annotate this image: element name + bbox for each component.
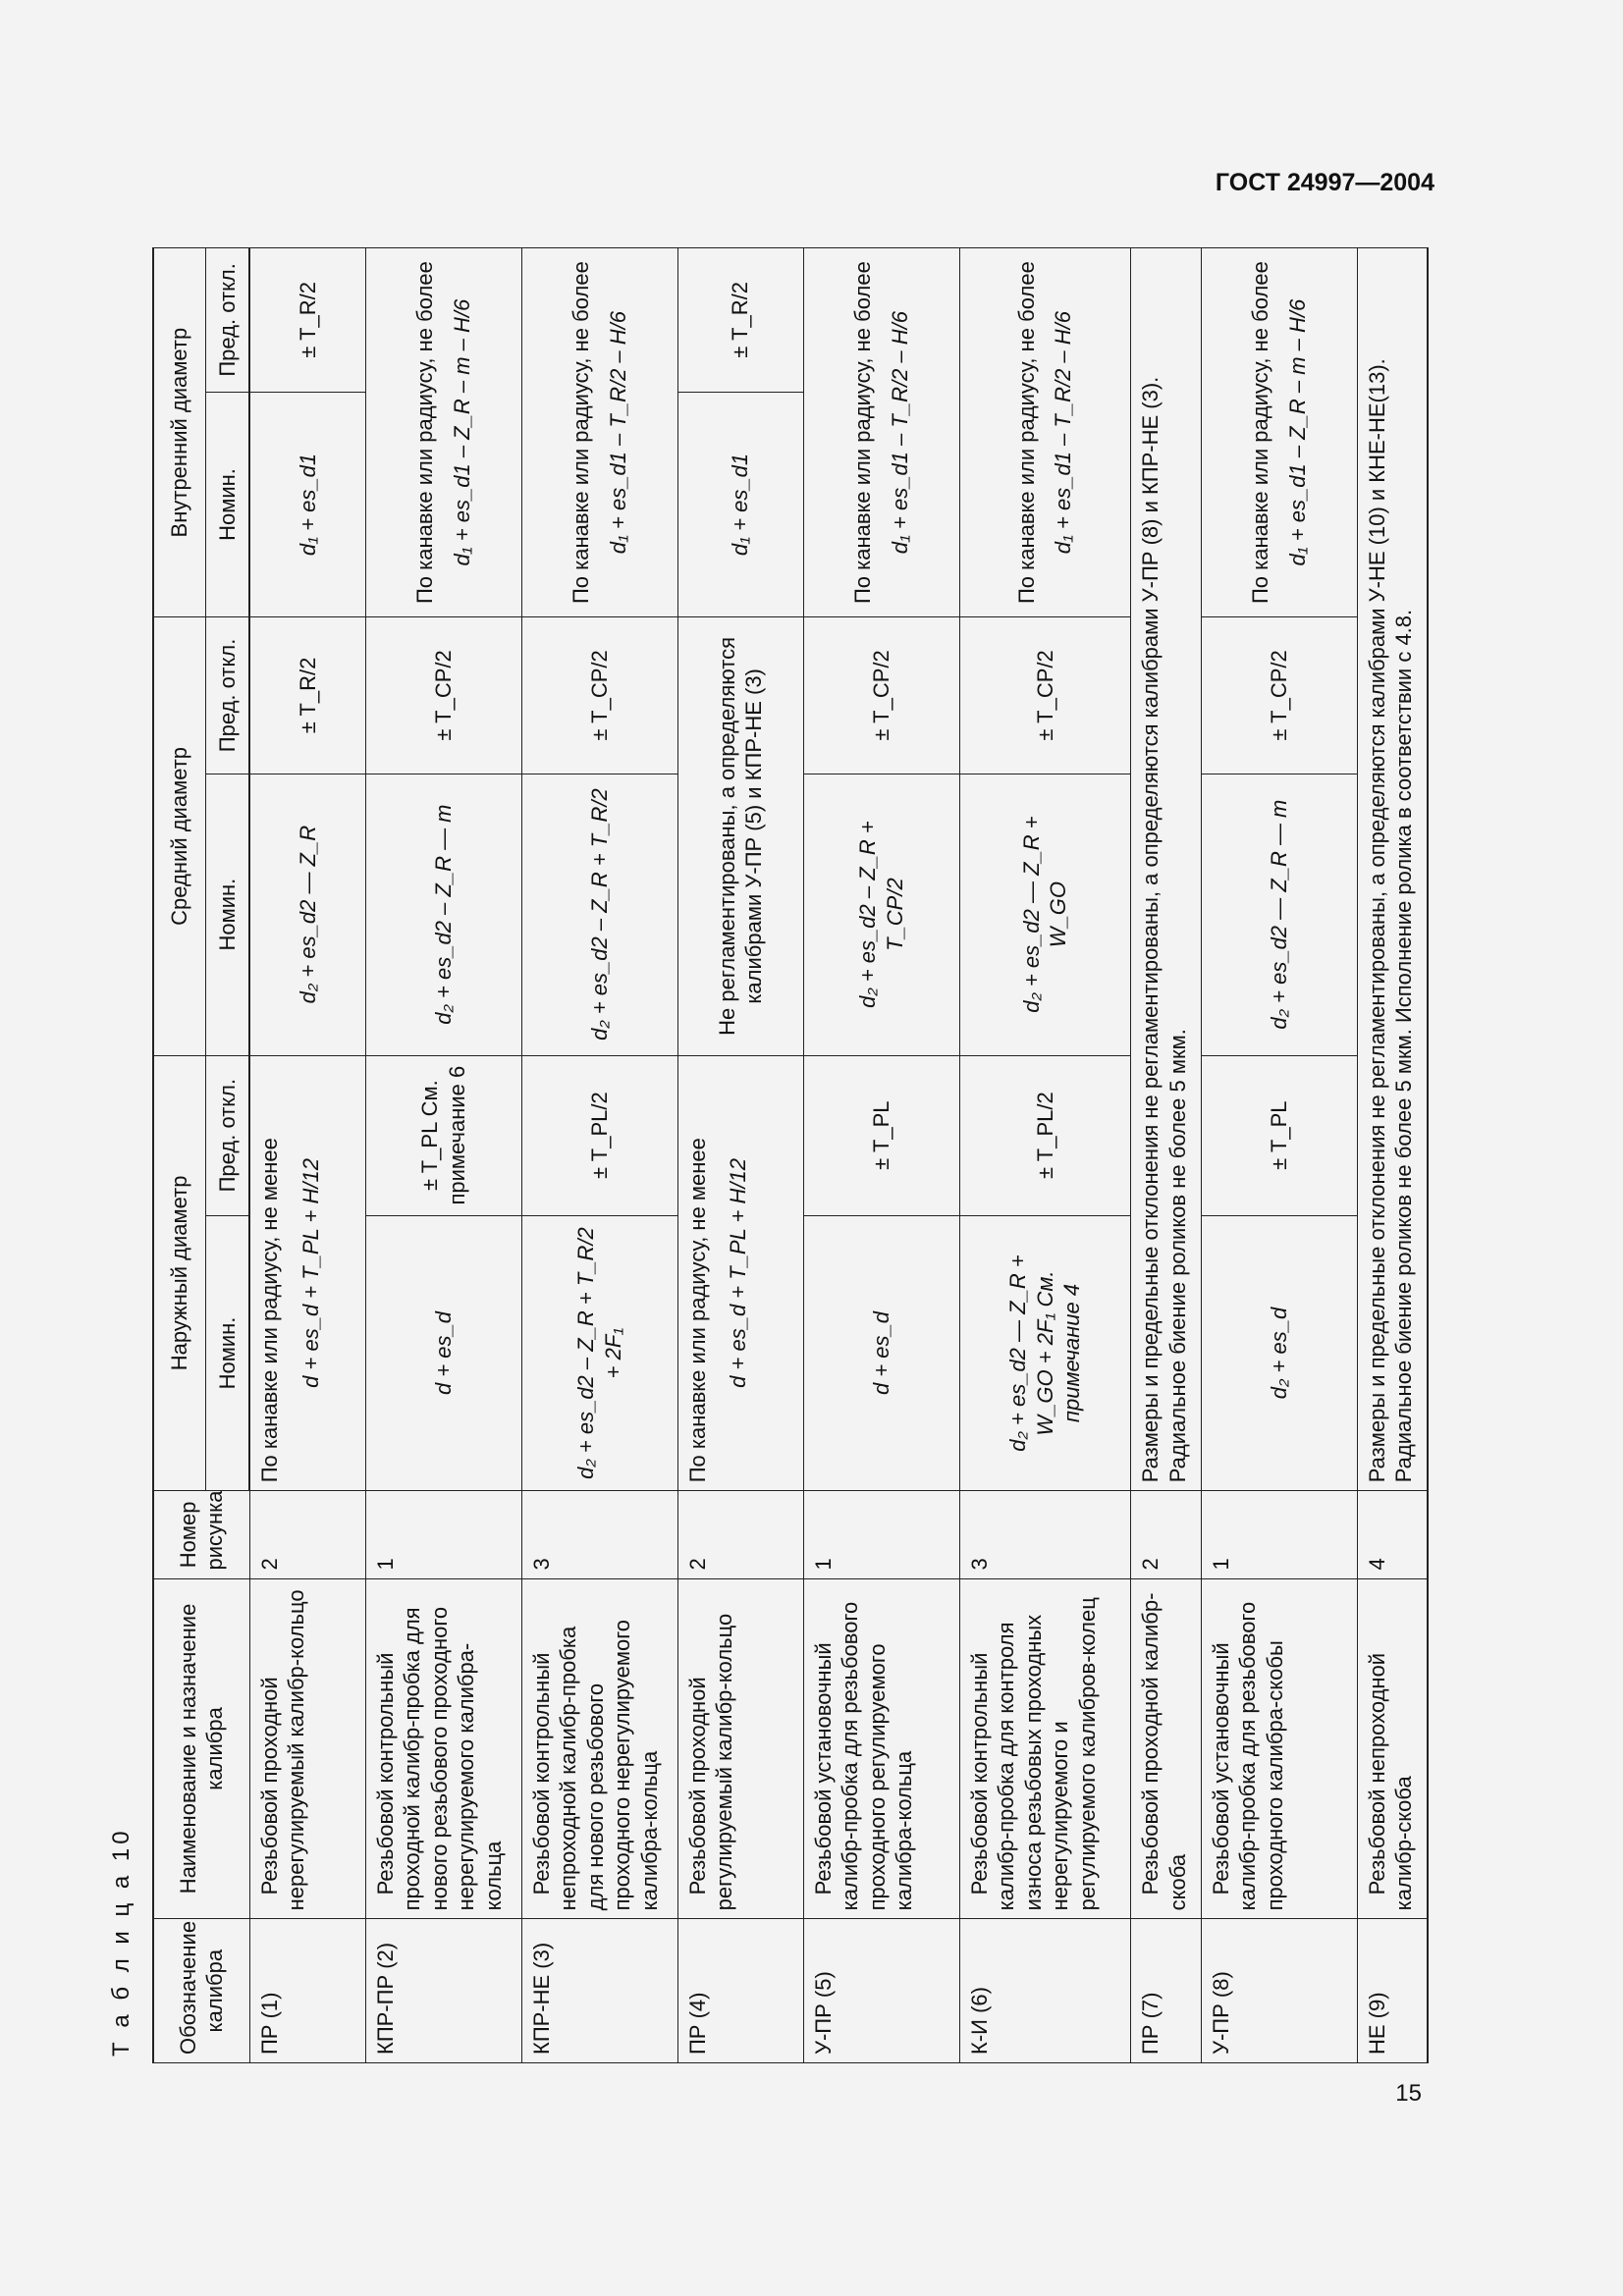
outer-nom: d₂ + es_d2 — Z_R + W_GO + 2F₁ См. примечание 4 [959,1215,1130,1491]
col-mid: Средний диаметр [153,617,205,1055]
mid-nom: d₂ + es_d2 – Z_R — m [365,774,521,1055]
inner-diameter: По канавке или радиусу, не более d₁ + es_d1 – T_R/2 – H/6 [521,248,677,617]
col-name: Наименование и назначение калибра [153,1578,249,1919]
gauge-code: КПР-НЕ (3) [521,1919,677,2063]
outer-dev: ± T_PL [803,1055,959,1215]
gauge-name: Резьбовой проходной регулируемый калибр-кольцо [677,1578,803,1919]
col-mid-nom: Номин. [205,774,249,1055]
outer-nom: d₂ + es_d2 – Z_R + T_R/2 + 2F₁ [521,1215,677,1491]
figure-number: 3 [521,1491,677,1578]
table-row [959,248,1130,2063]
table-row [1131,248,1202,2063]
col-mid-dev: Пред. откл. [205,617,249,774]
figure-number: 2 [249,1491,365,1578]
outer-dev: ± T_PL/2 [959,1055,1130,1215]
gauge-code: ПР (1) [249,1919,365,2063]
mid-dev: ± T_R/2 [249,617,365,774]
gauge-name: Резьбовой контрольный непроходной калибр-пробка для нового резьбового проходного нерегулируемого калибра-кольца [521,1578,677,1919]
rotated-table-container [152,247,1429,2063]
col-inner: Внутренний диаметр [153,248,205,617]
gauge-code: К-И (6) [959,1919,1130,2063]
table-row [521,248,677,2063]
table-row [249,248,365,2063]
gauge-code: У-ПР (5) [803,1919,959,2063]
gauge-code: У-ПР (8) [1201,1919,1357,2063]
mid-dev: ± T_CP/2 [521,617,677,774]
figure-number: 2 [677,1491,803,1578]
table-row [677,248,803,2063]
gauge-code: ПР (7) [1131,1919,1202,2063]
mid-nom: d₂ + es_d2 — Z_R [249,774,365,1055]
table-row [365,248,521,2063]
inner-nom: d₁ + es_d1 [677,392,803,617]
table-row [1357,248,1428,2063]
mid-nom: d₂ + es_d2 – Z_R + T_R/2 [521,774,677,1055]
inner-dev: ± T_R/2 [249,248,365,393]
table-row [1201,248,1357,2063]
col-outer: Наружный диаметр [153,1055,205,1491]
outer-dev: ± T_PL [1201,1055,1357,1215]
figure-number: 1 [803,1491,959,1578]
inner-diameter: По канавке или радиусу, не более d₁ + es_d1 – T_R/2 – H/6 [803,248,959,617]
inner-diameter: По канавке или радиусу, не более d₁ + es_d1 – T_R/2 – H/6 [959,248,1130,617]
gauge-code: НЕ (9) [1357,1919,1428,2063]
table-caption: Т а б л и ц а 10 [108,1827,135,2056]
inner-diameter: По канавке или радиусу, не более d₁ + es_d1 – Z_R – m – H/6 [365,248,521,617]
gauge-name: Резьбовой контрольный проходной калибр-пробка для нового резьбового проходного нерегулируемого калибра-кольца [365,1578,521,1919]
gauge-code: КПР-ПР (2) [365,1919,521,2063]
outer-nom: d + es_d [803,1215,959,1491]
table-row [803,248,959,2063]
mid-nom: d₂ + es_d2 — Z_R + W_GO [959,774,1130,1055]
col-inner-dev: Пред. откл. [205,248,249,393]
outer-dev: ± T_PL/2 [521,1055,677,1215]
gauge-name: Резьбовой непроходной калибр-скоба [1357,1578,1428,1919]
figure-number: 1 [365,1491,521,1578]
note-row: Размеры и предельные отклонения не регламентированы, а определяются калибрами У-ПР (8) и КПР-НЕ (3). Радиальное биение роликов не более 5 мкм. [1131,248,1202,1491]
mid-dev: ± T_CP/2 [803,617,959,774]
mid-dev: ± T_CP/2 [959,617,1130,774]
gauge-name: Резьбовой проходной калибр-скоба [1131,1578,1202,1919]
gauge-name: Резьбовой установочный калибр-пробка для резьбового проходного калибра-скобы [1201,1578,1357,1919]
inner-diameter: По канавке или радиусу, не более d₁ + es_d1 – Z_R – m – H/6 [1201,248,1357,617]
outer-nom: d₂ + es_d [1201,1215,1357,1491]
gauge-table [152,247,1429,2063]
inner-nom: d₁ + es_d1 [249,392,365,617]
col-inner-nom: Номин. [205,392,249,617]
document-code: ГОСТ 24997—2004 [1215,169,1434,196]
col-figure: Номер рисунка [153,1491,249,1578]
gauge-name: Резьбовой установочный калибр-пробка для резьбового проходного регулируемого калибра-кольца [803,1578,959,1919]
page-number: 15 [1395,2080,1422,2107]
mid-dev: ± T_CP/2 [365,617,521,774]
gauge-name: Резьбовой контрольный калибр-пробка для контроля износа резьбовых проходных нерегулируемого и регулируемого калибров-колец [959,1578,1130,1919]
outer-diameter: По канавке или радиусу, не менее d + es_d + T_PL + H/12 [677,1055,803,1491]
figure-number: 3 [959,1491,1130,1578]
inner-dev: ± T_R/2 [677,248,803,393]
mid-diameter-note: Не регламентированы, а определяются калибрами У-ПР (5) и КПР-НЕ (3) [677,617,803,1055]
col-designation: Обозначение калибра [153,1919,249,2063]
figure-number: 2 [1131,1491,1202,1578]
mid-nom: d₂ + es_d2 — Z_R — m [1201,774,1357,1055]
gauge-name: Резьбовой проходной нерегулируемый калибр-кольцо [249,1578,365,1919]
col-outer-nom: Номин. [205,1215,249,1491]
outer-nom: d + es_d [365,1215,521,1491]
col-outer-dev: Пред. откл. [205,1055,249,1215]
figure-number: 1 [1201,1491,1357,1578]
outer-dev: ± T_PL См. примечание 6 [365,1055,521,1215]
figure-number: 4 [1357,1491,1428,1578]
mid-dev: ± T_CP/2 [1201,617,1357,774]
outer-diameter: По канавке или радиусу, не менее d + es_d + T_PL + H/12 [249,1055,365,1491]
gauge-code: ПР (4) [677,1919,803,2063]
mid-nom: d₂ + es_d2 – Z_R + T_CP/2 [803,774,959,1055]
note-row: Размеры и предельные отклонения не регламентированы, а определяются калибрами У-НЕ (10) и КНЕ-НЕ(13). Радиальное биение роликов не более 5 мкм. Исполнение ролика в соответствии с 4.8. [1357,248,1428,1491]
